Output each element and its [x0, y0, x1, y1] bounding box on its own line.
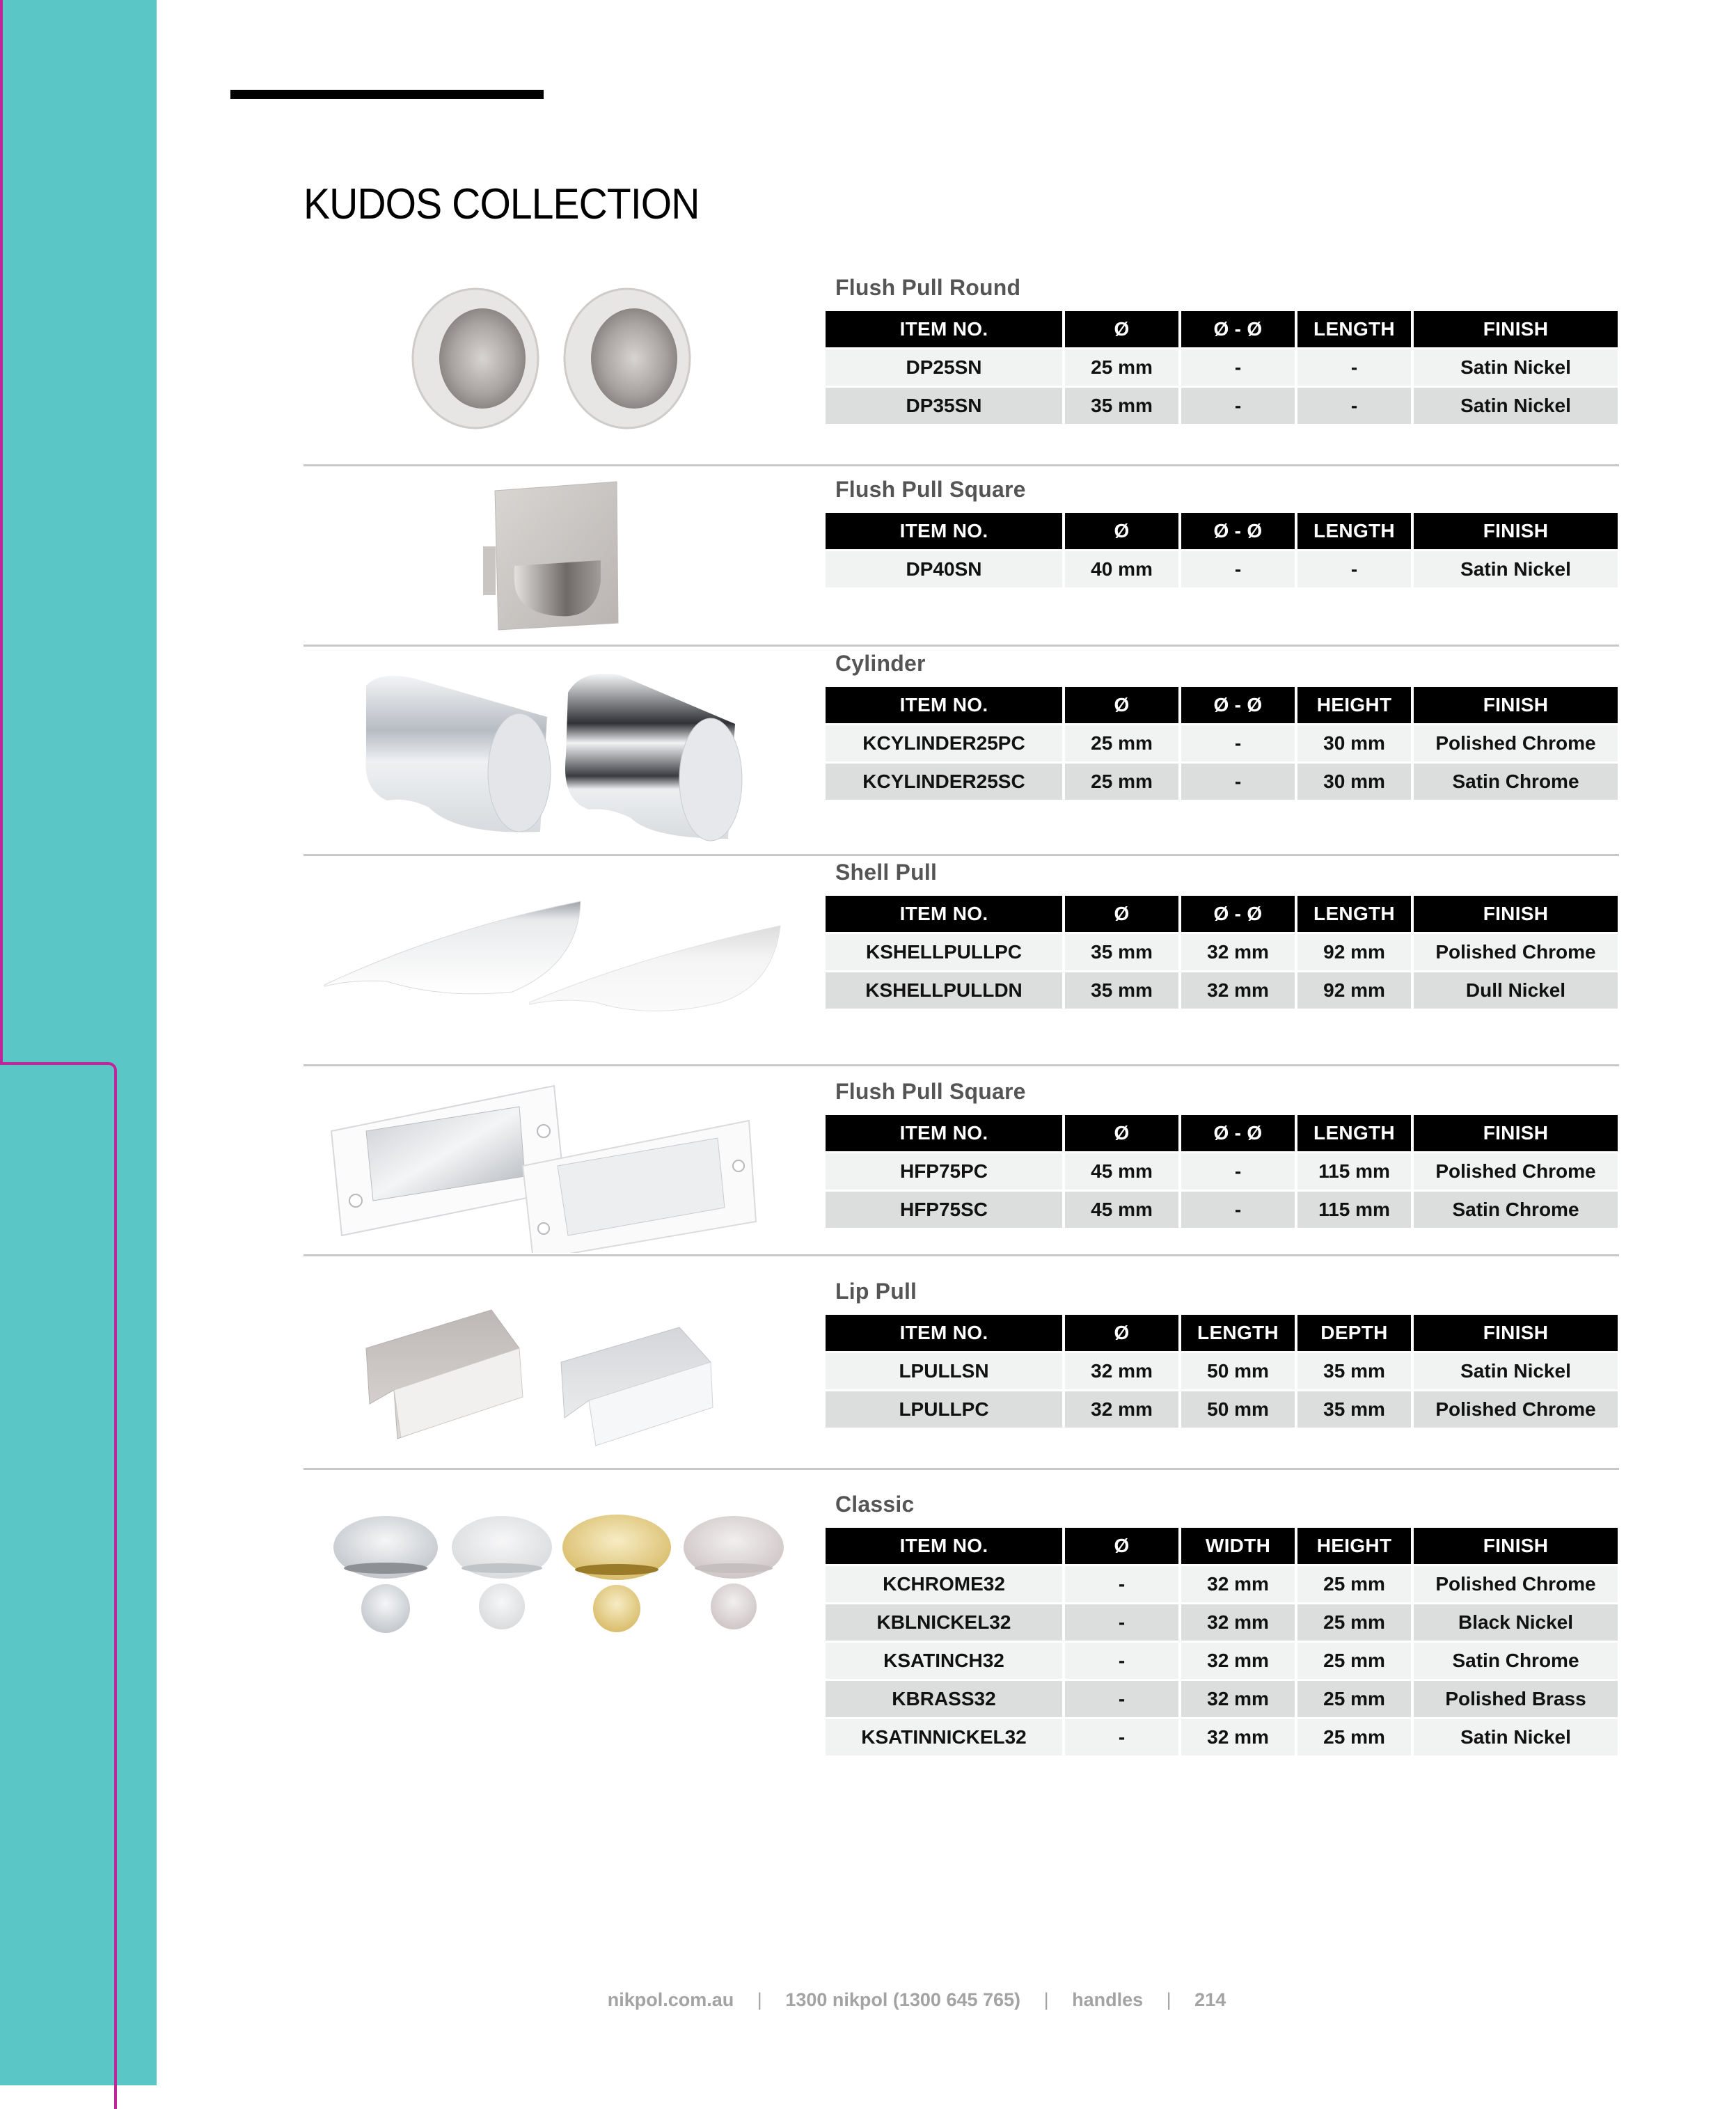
cell: 25 mm — [1297, 1719, 1411, 1755]
cell: 115 mm — [1297, 1192, 1411, 1228]
lip-pull-image — [303, 1279, 791, 1460]
col-header-centres: Ø - Ø — [1181, 513, 1295, 549]
product-section-lip-pull — [303, 1279, 1619, 1460]
cell: 32 mm — [1181, 1719, 1295, 1755]
cell: - — [1181, 1153, 1295, 1190]
product-name: Flush Pull Square — [835, 1079, 1026, 1104]
finish: Satin Nickel — [1414, 1719, 1618, 1755]
cell: - — [1297, 349, 1411, 386]
product-name: Flush Pull Square — [835, 477, 1026, 502]
footer-separator: | — [1043, 1989, 1049, 2010]
section-divider — [303, 645, 1619, 647]
cell: 35 mm — [1297, 1391, 1411, 1428]
item-no: DP25SN — [826, 349, 1062, 386]
cell: 32 mm — [1181, 1566, 1295, 1602]
spec-block — [826, 1279, 1615, 1430]
table-row — [826, 1643, 1618, 1679]
spec-table — [823, 511, 1620, 590]
cell: 45 mm — [1065, 1153, 1178, 1190]
cell: 30 mm — [1297, 764, 1411, 800]
item-no: DP40SN — [826, 551, 1062, 587]
classic-knob-image — [303, 1492, 791, 1645]
section-divider — [303, 1254, 1619, 1256]
section-divider — [303, 1468, 1619, 1470]
col-header-diameter: Ø — [1065, 1315, 1178, 1351]
cell: 25 mm — [1297, 1643, 1411, 1679]
col-header-finish: FINISH — [1414, 1315, 1618, 1351]
header-rule — [230, 90, 544, 99]
cell: 30 mm — [1297, 725, 1411, 761]
cell: - — [1297, 388, 1411, 424]
cell: 115 mm — [1297, 1153, 1411, 1190]
finish: Satin Nickel — [1414, 388, 1618, 424]
col-header-height: HEIGHT — [1297, 687, 1411, 723]
cell: - — [1181, 388, 1295, 424]
table-row — [826, 972, 1618, 1009]
spec-table — [823, 1313, 1620, 1430]
item-no: KBRASS32 — [826, 1681, 1062, 1717]
finish: Satin Nickel — [1414, 349, 1618, 386]
cell: 50 mm — [1181, 1353, 1295, 1389]
flush-pull-round-image — [303, 275, 791, 463]
col-header-item-no: ITEM NO. — [826, 687, 1062, 723]
cell: 25 mm — [1297, 1566, 1411, 1602]
cell: 32 mm — [1181, 1643, 1295, 1679]
product-name: Cylinder — [835, 651, 926, 676]
product-name: Lip Pull — [835, 1279, 917, 1304]
table-row — [826, 1566, 1618, 1602]
col-header-diameter: Ø — [1065, 311, 1178, 347]
product-section-classic — [303, 1492, 1619, 1770]
table-row — [826, 551, 1618, 587]
item-no: KSHELLPULLPC — [826, 934, 1062, 970]
cell: 45 mm — [1065, 1192, 1178, 1228]
spec-table — [823, 1113, 1620, 1230]
finish: Polished Chrome — [1414, 1391, 1618, 1428]
finish: Satin Chrome — [1414, 1192, 1618, 1228]
cell: 92 mm — [1297, 972, 1411, 1009]
cell: 25 mm — [1065, 764, 1178, 800]
finish: Polished Brass — [1414, 1681, 1618, 1717]
cell: 25 mm — [1065, 725, 1178, 761]
product-section-flush-pull-square — [303, 477, 1619, 644]
product-section-shell-pull — [303, 860, 1619, 1061]
spec-block — [826, 477, 1615, 590]
cell: 25 mm — [1297, 1681, 1411, 1717]
finish: Satin Chrome — [1414, 764, 1618, 800]
cylinder-knob-image — [303, 651, 791, 853]
shell-pull-image — [303, 860, 791, 1061]
col-header-item-no: ITEM NO. — [826, 896, 1062, 932]
col-header-length: LENGTH — [1297, 1115, 1411, 1151]
cell: - — [1065, 1643, 1178, 1679]
col-header-finish: FINISH — [1414, 513, 1618, 549]
cell: 40 mm — [1065, 551, 1178, 587]
table-row — [826, 1153, 1618, 1190]
finish: Satin Chrome — [1414, 1643, 1618, 1679]
col-header-item-no: ITEM NO. — [826, 311, 1062, 347]
cell: - — [1181, 1192, 1295, 1228]
product-section-flush-pull-round — [303, 275, 1619, 463]
spec-block — [826, 275, 1615, 426]
item-no: KCHROME32 — [826, 1566, 1062, 1602]
spec-table — [823, 894, 1620, 1011]
finish: Satin Nickel — [1414, 551, 1618, 587]
finish: Satin Nickel — [1414, 1353, 1618, 1389]
knob-satin-nickel — [684, 1516, 784, 1629]
item-no: KCYLINDER25PC — [826, 725, 1062, 761]
section-divider — [303, 854, 1619, 856]
table-row — [826, 934, 1618, 970]
finish: Polished Chrome — [1414, 1566, 1618, 1602]
col-header-finish: FINISH — [1414, 687, 1618, 723]
cell: 32 mm — [1181, 1604, 1295, 1641]
section-divider — [303, 464, 1619, 466]
col-header-centres: Ø - Ø — [1181, 1115, 1295, 1151]
table-row — [826, 1391, 1618, 1428]
cell: - — [1181, 349, 1295, 386]
col-header-diameter: Ø — [1065, 896, 1178, 932]
spec-block — [826, 651, 1615, 802]
section-tab-outline — [0, 1062, 117, 2109]
footer-category: handles — [1072, 1989, 1144, 2010]
col-header-length: LENGTH — [1297, 311, 1411, 347]
item-no: KSATINNICKEL32 — [826, 1719, 1062, 1755]
cell: 32 mm — [1065, 1353, 1178, 1389]
col-header-length: LENGTH — [1297, 896, 1411, 932]
cell: - — [1297, 551, 1411, 587]
col-header-height: HEIGHT — [1297, 1528, 1411, 1564]
section-tab-line — [0, 0, 3, 1064]
cell: 35 mm — [1065, 934, 1178, 970]
col-header-item-no: ITEM NO. — [826, 513, 1062, 549]
table-row — [826, 1192, 1618, 1228]
finish: Polished Chrome — [1414, 1153, 1618, 1190]
footer-phone: 1300 nikpol (1300 645 765) — [785, 1989, 1021, 2010]
page-title: KUDOS COLLECTION — [303, 180, 700, 228]
spec-block — [826, 860, 1615, 1011]
col-header-width: WIDTH — [1181, 1528, 1295, 1564]
table-row — [826, 1719, 1618, 1755]
table-row — [826, 388, 1618, 424]
item-no: HFP75SC — [826, 1192, 1062, 1228]
spec-block — [826, 1492, 1615, 1757]
table-row — [826, 1353, 1618, 1389]
col-header-item-no: ITEM NO. — [826, 1528, 1062, 1564]
finish: Black Nickel — [1414, 1604, 1618, 1641]
cell: - — [1065, 1681, 1178, 1717]
cell: - — [1065, 1566, 1178, 1602]
col-header-centres: Ø - Ø — [1181, 311, 1295, 347]
item-no: KCYLINDER25SC — [826, 764, 1062, 800]
col-header-finish: FINISH — [1414, 896, 1618, 932]
col-header-length: LENGTH — [1297, 513, 1411, 549]
table-row — [826, 764, 1618, 800]
product-section-flush-pull-square-hfp — [303, 1079, 1619, 1253]
spec-table — [823, 309, 1620, 426]
product-name: Flush Pull Round — [835, 275, 1021, 300]
item-no: KSATINCH32 — [826, 1643, 1062, 1679]
product-name: Shell Pull — [835, 860, 938, 885]
col-header-depth: DEPTH — [1297, 1315, 1411, 1351]
table-row — [826, 725, 1618, 761]
finish: Dull Nickel — [1414, 972, 1618, 1009]
footer-page-number: 214 — [1194, 1989, 1226, 2010]
cell: - — [1065, 1719, 1178, 1755]
flush-pull-square-image — [303, 477, 791, 644]
cell: - — [1181, 764, 1295, 800]
item-no: LPULLPC — [826, 1391, 1062, 1428]
cell: 35 mm — [1297, 1353, 1411, 1389]
col-header-item-no: ITEM NO. — [826, 1315, 1062, 1351]
cell: - — [1181, 551, 1295, 587]
item-no: HFP75PC — [826, 1153, 1062, 1190]
col-header-finish: FINISH — [1414, 311, 1618, 347]
cell: 25 mm — [1065, 349, 1178, 386]
spec-table — [823, 685, 1620, 802]
page-footer — [0, 1989, 1736, 2011]
table-row — [826, 1604, 1618, 1641]
spec-block — [826, 1079, 1615, 1230]
item-no: DP35SN — [826, 388, 1062, 424]
spec-table — [823, 1526, 1620, 1757]
cell: - — [1181, 725, 1295, 761]
section-divider — [303, 1064, 1619, 1066]
col-header-item-no: ITEM NO. — [826, 1115, 1062, 1151]
knob-chrome — [333, 1516, 438, 1633]
finish: Polished Chrome — [1414, 725, 1618, 761]
cell: 92 mm — [1297, 934, 1411, 970]
item-no: KSHELLPULLDN — [826, 972, 1062, 1009]
cell: 32 mm — [1065, 1391, 1178, 1428]
flush-pull-rectangular-image — [303, 1079, 791, 1253]
cell: 35 mm — [1065, 388, 1178, 424]
col-header-finish: FINISH — [1414, 1115, 1618, 1151]
knob-brass — [562, 1515, 671, 1632]
col-header-diameter: Ø — [1065, 687, 1178, 723]
col-header-centres: Ø - Ø — [1181, 896, 1295, 932]
col-header-length: LENGTH — [1181, 1315, 1295, 1351]
col-header-diameter: Ø — [1065, 1528, 1178, 1564]
col-header-centres: Ø - Ø — [1181, 687, 1295, 723]
footer-website: nikpol.com.au — [607, 1989, 734, 2010]
cell: 35 mm — [1065, 972, 1178, 1009]
item-no: KBLNICKEL32 — [826, 1604, 1062, 1641]
col-header-diameter: Ø — [1065, 1115, 1178, 1151]
knob-black-nickel — [452, 1516, 552, 1629]
finish: Polished Chrome — [1414, 934, 1618, 970]
footer-separator: | — [757, 1989, 762, 2010]
table-row — [826, 1681, 1618, 1717]
item-no: LPULLSN — [826, 1353, 1062, 1389]
cell: 25 mm — [1297, 1604, 1411, 1641]
cell: 32 mm — [1181, 972, 1295, 1009]
product-section-cylinder — [303, 651, 1619, 853]
col-header-finish: FINISH — [1414, 1528, 1618, 1564]
cell: 32 mm — [1181, 934, 1295, 970]
cell: 32 mm — [1181, 1681, 1295, 1717]
cell: - — [1065, 1604, 1178, 1641]
cell: 50 mm — [1181, 1391, 1295, 1428]
footer-separator: | — [1166, 1989, 1171, 2010]
product-name: Classic — [835, 1492, 915, 1517]
table-row — [826, 349, 1618, 386]
col-header-diameter: Ø — [1065, 513, 1178, 549]
